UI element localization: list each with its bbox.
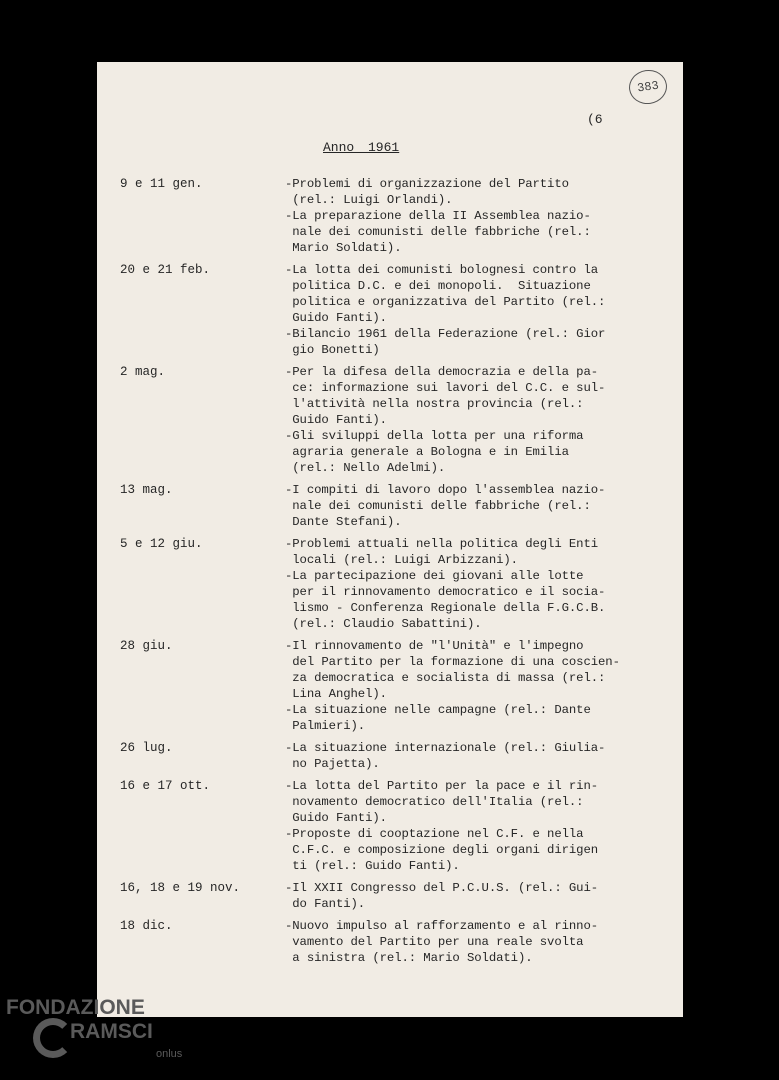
entry-line: locali (rel.: Luigi Arbizzani). <box>285 553 518 567</box>
entry-row <box>120 880 670 912</box>
entry-line: a sinistra (rel.: Mario Soldati). <box>285 951 533 965</box>
entry-text <box>285 880 670 912</box>
logo-line1: FONDAZIONE <box>6 996 145 1019</box>
logo-g-icon <box>33 1018 73 1058</box>
entry-line: per il rinnovamento democratico e il socia- <box>285 585 606 599</box>
entry-line: -La lotta del Partito per la pace e il rin- <box>285 779 599 793</box>
entry-text <box>285 918 670 966</box>
entry-line: no Pajetta). <box>285 757 380 771</box>
page-marker: (6 <box>587 112 603 127</box>
fondazione-gramsci-logo <box>6 996 206 1076</box>
entry-line: novamento democratico dell'Italia (rel.: <box>285 795 584 809</box>
entry-line: agraria generale a Bologna e in Emilia <box>285 445 569 459</box>
entry-line: -Nuovo impulso al rafforzamento e al rinno- <box>285 919 599 933</box>
entry-line: Mario Soldati). <box>285 241 402 255</box>
entry-date: 9 e 11 gen. <box>120 177 203 191</box>
entry-line: nale dei comunisti delle fabbriche (rel.: <box>285 499 591 513</box>
entry-line: -Gli sviluppi della lotta per una riforma <box>285 429 584 443</box>
entry-line: Dante Stefani). <box>285 515 402 529</box>
entry-line: gio Bonetti) <box>285 343 380 357</box>
entry-date: 20 e 21 feb. <box>120 263 211 277</box>
entry-row <box>120 740 670 772</box>
entry-line: -La situazione internazionale (rel.: Giulia- <box>285 741 606 755</box>
entry-row <box>120 176 670 256</box>
entry-text <box>285 176 670 256</box>
entry-line: ti (rel.: Guido Fanti). <box>285 859 460 873</box>
entry-row <box>120 536 670 632</box>
entry-line: -Problemi di organizzazione del Partito <box>285 177 569 191</box>
entry-row <box>120 778 670 874</box>
entry-text <box>285 482 670 530</box>
entry-line: politica D.C. e dei monopoli. Situazione <box>285 279 591 293</box>
entry-row <box>120 918 670 966</box>
entry-text <box>285 364 670 476</box>
entry-text <box>285 262 670 358</box>
entry-row <box>120 482 670 530</box>
entry-line: -Proposte di cooptazione nel C.F. e nella <box>285 827 584 841</box>
entry-line: -Il XXII Congresso del P.C.U.S. (rel.: Gui- <box>285 881 599 895</box>
entry-line: Lina Anghel). <box>285 687 387 701</box>
entry-line: vamento del Partito per una reale svolta <box>285 935 584 949</box>
entry-date: 5 e 12 giu. <box>120 537 203 551</box>
entry-line: (rel.: Nello Adelmi). <box>285 461 446 475</box>
entry-row <box>120 364 670 476</box>
entry-line: do Fanti). <box>285 897 366 911</box>
entry-line: C.F.C. e composizione degli organi dirigen <box>285 843 599 857</box>
entry-line: lismo - Conferenza Regionale della F.G.C.B. <box>285 601 606 615</box>
entry-date: 13 mag. <box>120 483 173 497</box>
entry-line: Guido Fanti). <box>285 413 387 427</box>
entry-line: -Problemi attuali nella politica degli Enti <box>285 537 599 551</box>
entry-line: (rel.: Claudio Sabattini). <box>285 617 482 631</box>
archive-stamp: 383 <box>627 68 669 107</box>
entry-line: ce: informazione sui lavori del C.C. e sul- <box>285 381 606 395</box>
entry-line: Guido Fanti). <box>285 311 387 325</box>
entry-date: 26 lug. <box>120 741 173 755</box>
entry-date: 16, 18 e 19 nov. <box>120 881 241 895</box>
logo-line2: RAMSCI <box>70 1020 153 1043</box>
entry-line: (rel.: Luigi Orlandi). <box>285 193 453 207</box>
entry-date: 18 dic. <box>120 919 173 933</box>
entry-line: za democratica e socialista di massa (rel.: <box>285 671 606 685</box>
entry-line: -La preparazione della II Assemblea nazio- <box>285 209 591 223</box>
entry-text <box>285 638 670 734</box>
entry-date: 28 giu. <box>120 639 173 653</box>
entry-line: del Partito per la formazione di una coscien- <box>285 655 620 669</box>
entry-date: 2 mag. <box>120 365 166 379</box>
entry-line: -La lotta dei comunisti bolognesi contro la <box>285 263 599 277</box>
entry-row <box>120 262 670 358</box>
entry-line: Guido Fanti). <box>285 811 387 825</box>
entry-line: -Il rinnovamento de "l'Unità" e l'impegno <box>285 639 584 653</box>
logo-sub: onlus <box>156 1048 183 1060</box>
entry-row <box>120 638 670 734</box>
entry-line: -Bilancio 1961 della Federazione (rel.: Gior <box>285 327 606 341</box>
entry-text <box>285 778 670 874</box>
document-title: Anno 1961 <box>323 140 400 155</box>
entry-line: -Per la difesa della democrazia e della pa- <box>285 365 599 379</box>
entry-line: l'attività nella nostra provincia (rel.: <box>285 397 584 411</box>
entry-line: nale dei comunisti delle fabbriche (rel.: <box>285 225 591 239</box>
document-page <box>97 62 683 1017</box>
entry-text <box>285 536 670 632</box>
entry-line: -La partecipazione dei giovani alle lotte <box>285 569 584 583</box>
entry-line: -I compiti di lavoro dopo l'assemblea nazio- <box>285 483 606 497</box>
entry-line: politica e organizzativa del Partito (rel.: <box>285 295 606 309</box>
entry-line: Palmieri). <box>285 719 366 733</box>
entries-list <box>120 176 670 972</box>
entry-line: -La situazione nelle campagne (rel.: Dante <box>285 703 591 717</box>
entry-text <box>285 740 670 772</box>
entry-date: 16 e 17 ott. <box>120 779 211 793</box>
